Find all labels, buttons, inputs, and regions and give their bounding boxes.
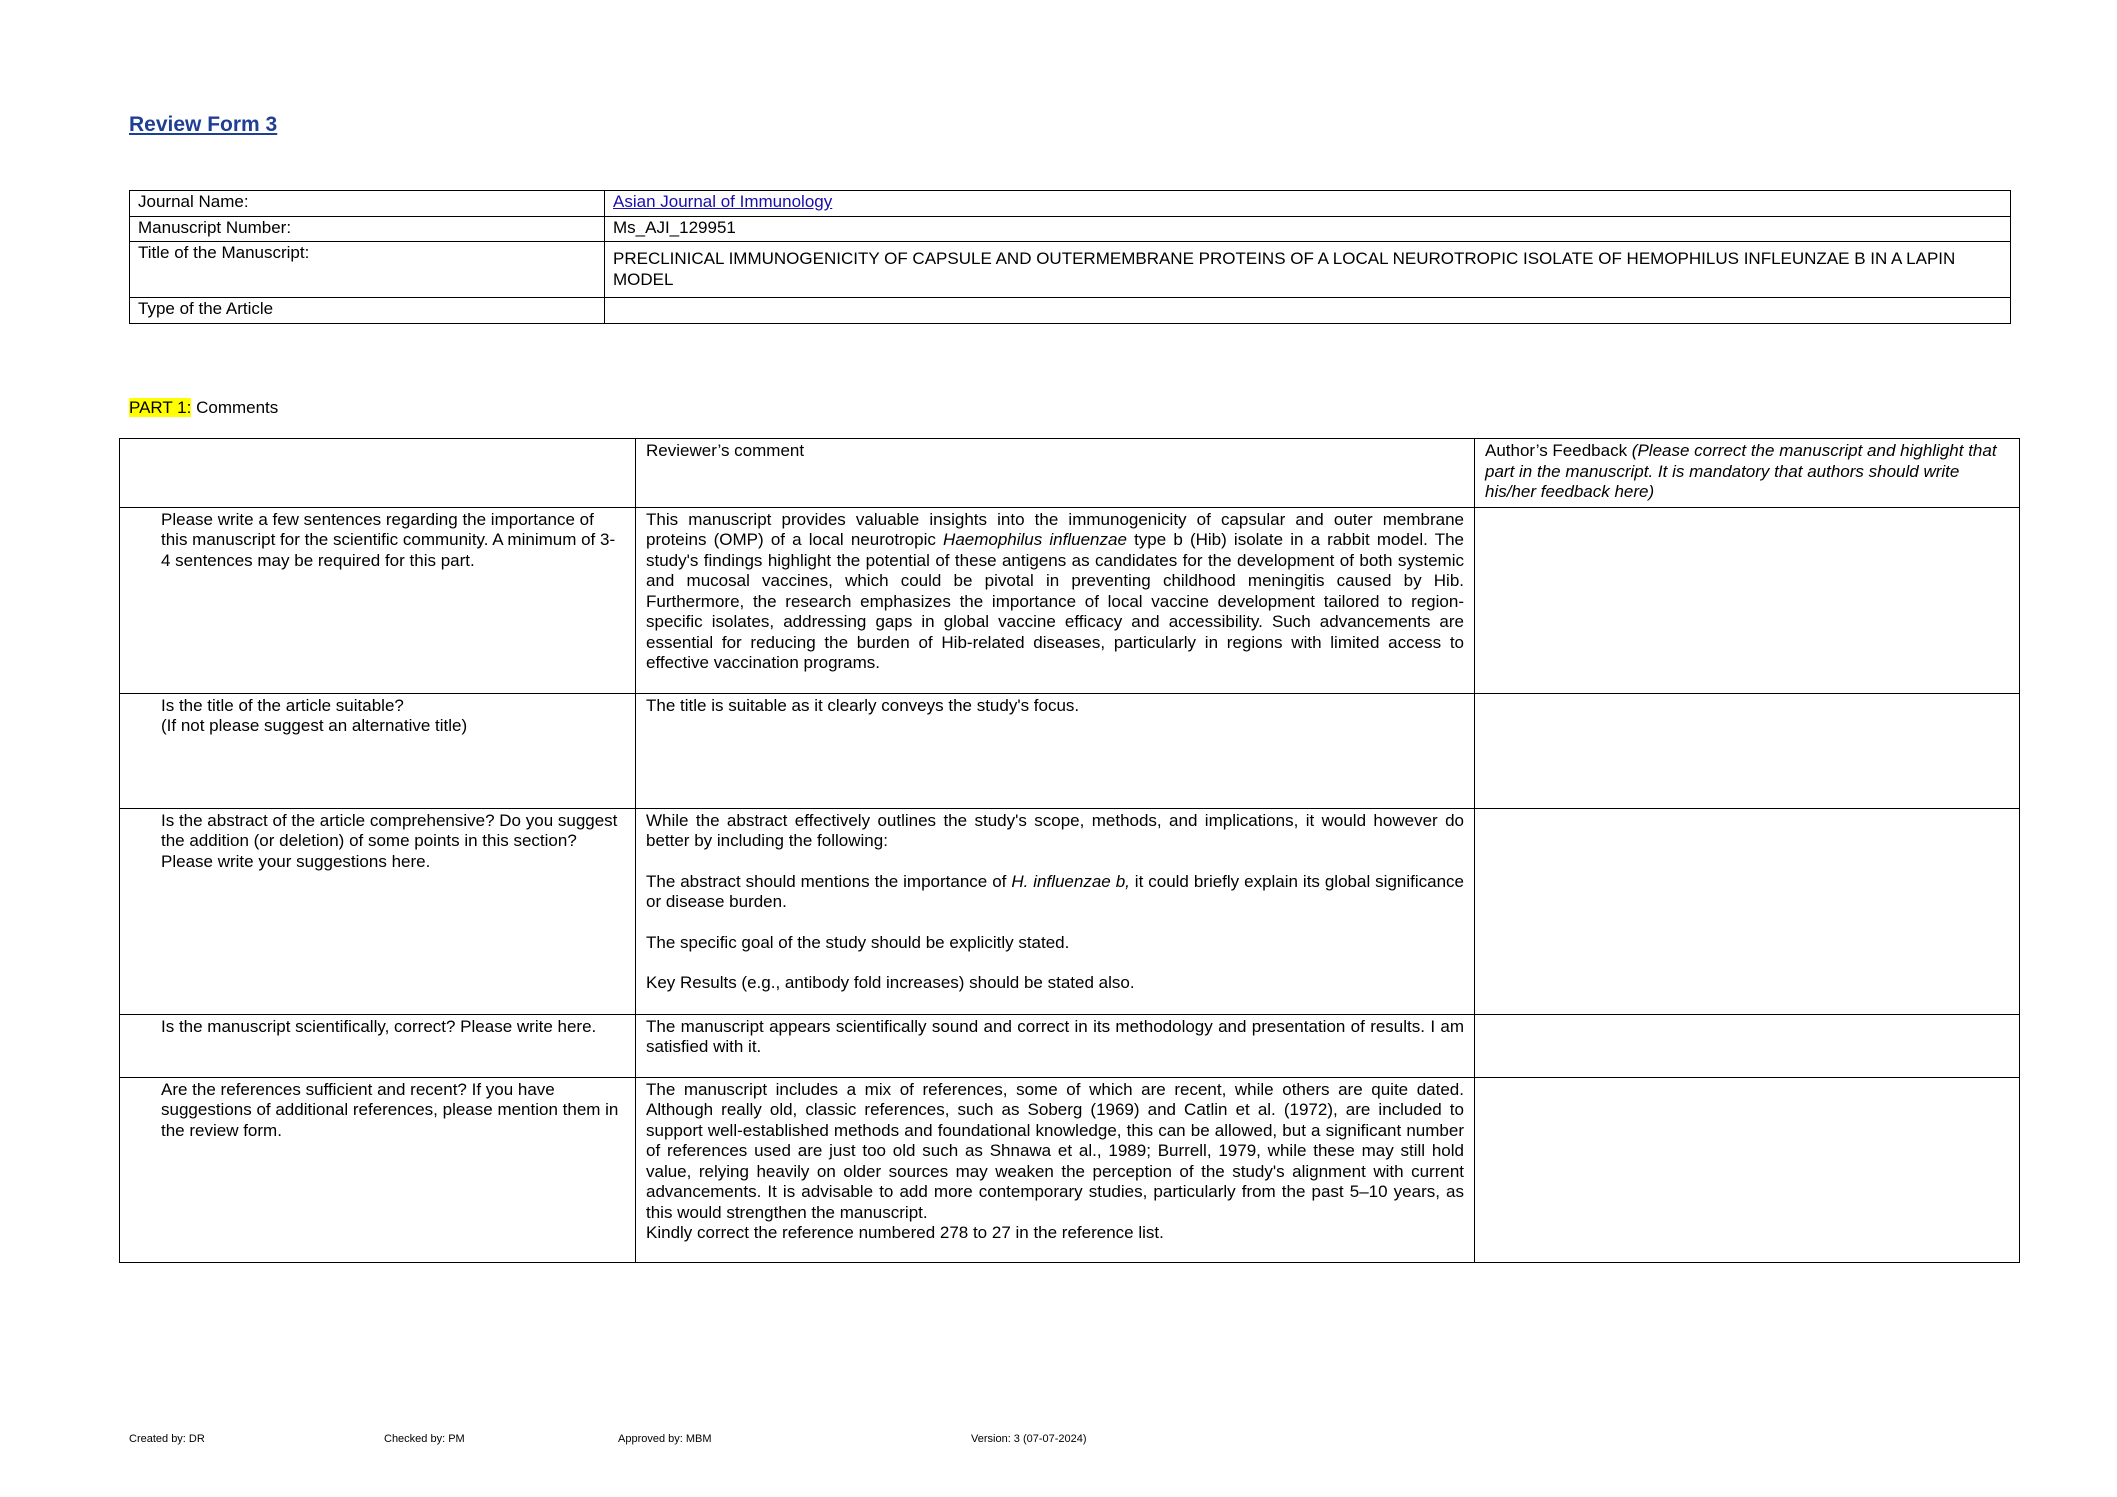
reviewer-comment-cell [636, 507, 1475, 693]
form-title: Review Form 3 [129, 113, 278, 136]
reviewer-comment-header: Reviewer’s comment [636, 439, 1475, 508]
comment-paragraph [646, 872, 1464, 913]
journal-label: Journal Name: [130, 191, 605, 217]
manuscript-title-label: Title of the Manuscript: [130, 242, 605, 298]
article-type-row [130, 298, 2011, 324]
comment-text: The abstract should mentions the importance of [646, 871, 1012, 891]
manuscript-title-row [130, 242, 2011, 298]
manuscript-title-value: PRECLINICAL IMMUNOGENICITY OF CAPSULE AND OUTERMEMBRANE PROTEINS OF A LOCAL NEUROTROPIC ISOLATE OF HEMOPHILUS INFLEUNZAE B IN A LAPIN MODEL [605, 242, 2011, 298]
species-name: H. influenzae b, [1011, 871, 1130, 891]
comment-text: it could briefly explain its global significance or disease burden. [646, 871, 1464, 911]
question-cell: Is the manuscript scientifically, correct? Please write here. [120, 1014, 636, 1077]
comment-text: type b (Hib) isolate in a rabbit model. The study's findings highlight the potential of these antigens as candidates for the development of both systemic and mucosal vaccines, which could be pivotal in preventing childhood meningitis caused by Hib. Furthermore, the research emphasizes the importance of local vaccine development tailored to region-specific isolates, addressing gaps in global vaccine efficacy and accessibility. Such advancements are essential for reducing the burden of Hib-related diseases, particularly in regions with limited access to effective vaccination programs. [646, 530, 1464, 672]
question-header-cell [120, 439, 636, 508]
author-feedback-cell[interactable] [1475, 693, 2020, 808]
question-line: (If not please suggest an alternative title) [161, 716, 468, 735]
question-cell: Please write a few sentences regarding the importance of this manuscript for the scientific community. A minimum of 3-4 sentences may be required for this part. [120, 507, 636, 693]
question-cell: Is the abstract of the article comprehensive? Do you suggest the addition (or deletion) of some points in this section? Please write your suggestions here. [120, 808, 636, 1014]
article-type-label: Type of the Article [130, 298, 605, 324]
comments-table [119, 438, 2020, 1263]
comment-text: This manuscript provides valuable insights into the immunogenicity of capsular and outer membrane proteins (OMP) of a local neurotropic [646, 509, 1464, 549]
table-row [120, 1014, 2020, 1077]
author-feedback-cell[interactable] [1475, 808, 2020, 1014]
reviewer-comment-cell [636, 1077, 1475, 1262]
table-row [120, 693, 2020, 808]
author-feedback-title: Author’s Feedback [1485, 441, 1632, 460]
table-row [120, 507, 2020, 693]
author-feedback-cell[interactable] [1475, 1077, 2020, 1262]
author-feedback-cell[interactable] [1475, 1014, 2020, 1077]
manuscript-number-row [130, 216, 2011, 242]
comment-text: The manuscript includes a mix of references, some of which are recent, while others are quite dated. Although really old, classic references, such as Soberg (1969) and Catlin et al. (1972), are included to support well-established methods and foundational knowledge, this can be allowed, but a significant number of references used are just too old such as Shnawa et al., 1989; Burrell, 1979, while these may still hold value, relying heavily on older sources may weaken the perception of the study's alignment with current advancements. It is advisable to add more contemporary studies, particularly from the past 5–10 years, as this would strengthen the manuscript. [646, 1079, 1464, 1222]
article-type-value [605, 298, 2011, 324]
part1-label: Comments [191, 398, 279, 417]
comment-text: Kindly correct the reference numbered 278 to 27 in the reference list. [646, 1223, 1164, 1242]
footer-approved-by: Approved by: MBM [618, 1433, 712, 1445]
author-feedback-cell[interactable] [1475, 507, 2020, 693]
reviewer-comment-cell: The title is suitable as it clearly conveys the study's focus. [636, 693, 1475, 808]
question-cell: Are the references sufficient and recent? If you have suggestions of additional references, please mention them in the review form. [120, 1077, 636, 1262]
journal-link[interactable]: Asian Journal of Immunology [613, 192, 833, 211]
reviewer-comment-cell: The manuscript appears scientifically sound and correct in its methodology and presentation of results. I am satisfied with it. [636, 1014, 1475, 1077]
part1-heading [129, 398, 278, 418]
author-feedback-header [1475, 439, 2020, 508]
comment-paragraph: The specific goal of the study should be explicitly stated. [646, 932, 1070, 952]
journal-row [130, 191, 2011, 217]
part1-tag: PART 1: [129, 398, 192, 417]
footer-checked-by: Checked by: PM [384, 1433, 465, 1445]
author-feedback-instructions: (Please correct the manuscript and highlight that part in the manuscript. It is mandatory that authors should write his/her feedback here) [1485, 441, 1997, 501]
comments-header-row [120, 439, 2020, 508]
manuscript-number-value: Ms_AJI_129951 [605, 216, 2011, 242]
question-line: Is the title of the article suitable? [161, 695, 404, 715]
journal-value-cell [605, 191, 2011, 217]
species-name: Haemophilus influenzae [943, 530, 1127, 549]
manuscript-number-label: Manuscript Number: [130, 216, 605, 242]
question-cell [120, 693, 636, 808]
reviewer-comment-cell [636, 808, 1475, 1014]
footer-version: Version: 3 (07-07-2024) [971, 1433, 1087, 1445]
manuscript-info-table [129, 190, 2011, 324]
table-row [120, 808, 2020, 1014]
footer-created-by: Created by: DR [129, 1433, 205, 1445]
comment-paragraph: Key Results (e.g., antibody fold increases) should be stated also. [646, 973, 1135, 992]
table-row [120, 1077, 2020, 1262]
comment-paragraph: While the abstract effectively outlines the study's scope, methods, and implications, it would however do better by including the following: [646, 810, 1464, 850]
